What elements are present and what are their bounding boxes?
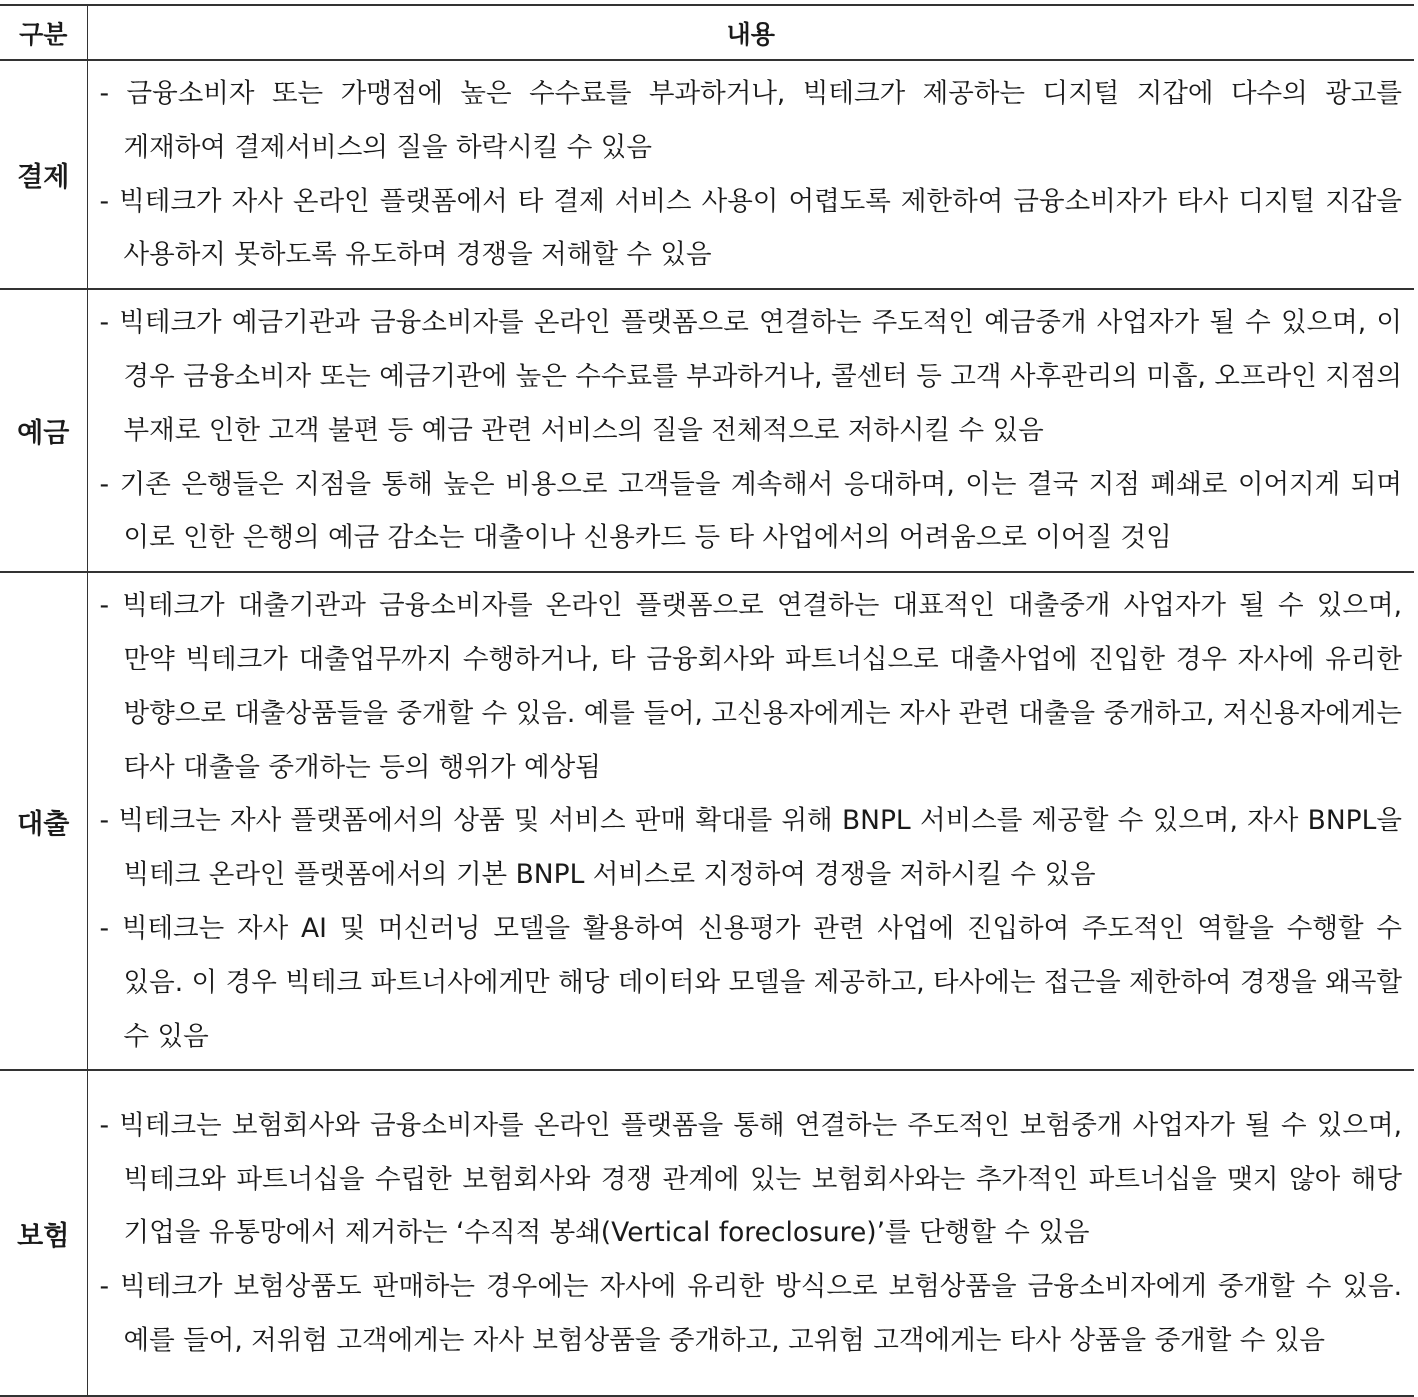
bullet-item: - 빅테크가 예금기관과 금융소비자를 온라인 플랫폼으로 연결하는 주도적인 예금중개 사업자가 될 수 있으며, 이 경우 금융소비자 또는 예금기관에 높은 수수료를 부과하거나, 콜센터 등 고객 사후관리의 미흡, 오프라인 지점의 부재로 인한 고객 불편 등 예금 관련 서비스의 질을 전체적으로 저하시킬 수 있음 bbox=[99, 307, 1402, 446]
row-content bbox=[87, 289, 1414, 572]
table-row-insurance bbox=[0, 1070, 1414, 1396]
table-row-loan bbox=[0, 572, 1414, 1070]
table-row-deposit bbox=[0, 289, 1414, 572]
bullet-item: - 금융소비자 또는 가맹점에 높은 수수료를 부과하거나, 빅테크가 제공하는 디지털 지갑에 다수의 광고를 게재하여 결제서비스의 질을 하락시킬 수 있음 bbox=[99, 78, 1402, 163]
content-table bbox=[0, 4, 1414, 1397]
row-label: 보험 bbox=[0, 1070, 87, 1396]
row-content bbox=[87, 1070, 1414, 1396]
row-content bbox=[87, 60, 1414, 289]
table-row-payment bbox=[0, 60, 1414, 289]
bullet-item: - 빅테크가 보험상품도 판매하는 경우에는 자사에 유리한 방식으로 보험상품을 금융소비자에게 중개할 수 있음. 예를 들어, 저위험 고객에게는 자사 보험상품을 중개하고, 고위험 고객에게는 타사 상품을 중개할 수 있음 bbox=[99, 1271, 1402, 1357]
table-header-row bbox=[0, 5, 1414, 60]
bullet-item: - 빅테크는 보험회사와 금융소비자를 온라인 플랫폼을 통해 연결하는 주도적인 보험중개 사업자가 될 수 있으며, 빅테크와 파트너십을 수립한 보험회사와 경쟁 관계에 있는 보험회사와는 추가적인 파트너십을 맺지 않아 해당 기업을 유통망에서 제거하는 ‘수직적 봉쇄(Vertical foreclosure)’를 단행할 수 있음 bbox=[99, 1109, 1402, 1249]
bullet-item: - 기존 은행들은 지점을 통해 높은 비용으로 고객들을 계속해서 응대하며, 이는 결국 지점 폐쇄로 이어지게 되며 이로 인한 은행의 예금 감소는 대출이나 신용카드 등 타 사업에서의 어려움으로 이어질 것임 bbox=[99, 468, 1402, 554]
bullet-item: - 빅테크가 대출기관과 금융소비자를 온라인 플랫폼으로 연결하는 대표적인 대출중개 사업자가 될 수 있으며, 만약 빅테크가 대출업무까지 수행하거나, 타 금융회사와 파트너십으로 대출사업에 진입한 경우 자사에 유리한 방향으로 대출상품들을 중개할 수 있음. 예를 들어, 고신용자에게는 자사 관련 대출을 중개하고, 저신용자에게는 타사 대출을 중개하는 등의 행위가 예상됨 bbox=[99, 590, 1402, 783]
row-label: 예금 bbox=[0, 289, 87, 572]
header-category: 구분 bbox=[0, 5, 87, 60]
header-content: 내용 bbox=[87, 5, 1414, 60]
row-content bbox=[87, 572, 1414, 1070]
row-label: 대출 bbox=[0, 572, 87, 1070]
bullet-item: - 빅테크가 자사 온라인 플랫폼에서 타 결제 서비스 사용이 어렵도록 제한하여 금융소비자가 타사 디지털 지갑을 사용하지 못하도록 유도하며 경쟁을 저해할 수 있음 bbox=[99, 185, 1402, 271]
bullet-item: - 빅테크는 자사 플랫폼에서의 상품 및 서비스 판매 확대를 위해 BNPL 서비스를 제공할 수 있으며, 자사 BNPL을 빅테크 온라인 플랫폼에서의 기본 BNPL 서비스로 지정하여 경쟁을 저하시킬 수 있음 bbox=[99, 805, 1402, 891]
bullet-item: - 빅테크는 자사 AI 및 머신러닝 모델을 활용하여 신용평가 관련 사업에 진입하여 주도적인 역할을 수행할 수 있음. 이 경우 빅테크 파트너사에게만 해당 데이터와 모델을 제공하고, 타사에는 접근을 제한하여 경쟁을 왜곡할 수 있음 bbox=[99, 912, 1402, 1052]
row-label: 결제 bbox=[0, 60, 87, 289]
